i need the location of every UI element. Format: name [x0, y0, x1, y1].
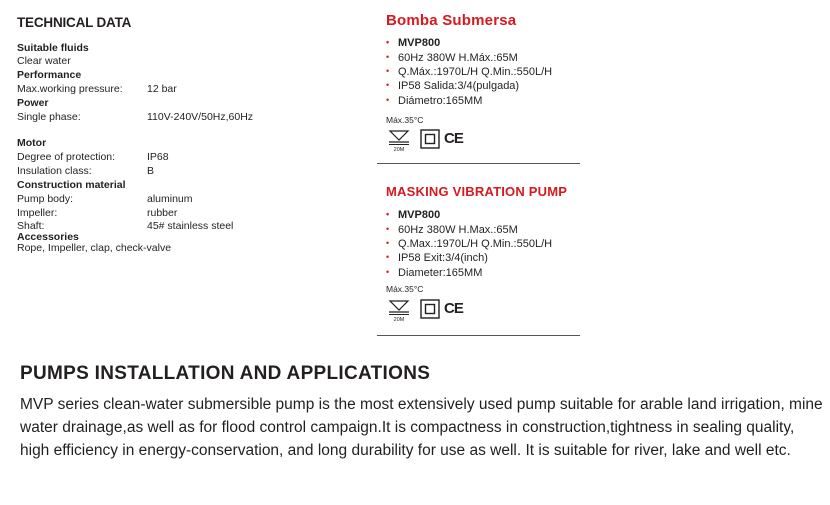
spanish-item-diameter: • Diámetro:165MM: [386, 95, 483, 107]
impeller-value: rubber: [147, 207, 178, 219]
single-phase-value: 110V-240V/50Hz,60Hz: [147, 111, 254, 123]
ce-mark-icon: CE: [444, 130, 463, 147]
max-pressure-value: 12 bar: [147, 83, 177, 95]
protection-value: IP68: [147, 151, 169, 163]
spanish-item-flow: • Q.Máx.:1970L/H Q.Min.:550L/H: [386, 66, 553, 78]
english-item-model: • MVP800: [386, 209, 441, 221]
shaft-label: Shaft:: [17, 220, 45, 232]
shaft-value: 45# stainless steel: [147, 220, 234, 232]
pump-body-label: Pump body:: [17, 193, 74, 205]
impeller-label: Impeller:: [17, 207, 58, 219]
spanish-item-model: • MVP800: [386, 37, 441, 49]
depth-label: 20M: [393, 147, 405, 153]
divider-2: [377, 335, 580, 336]
performance-label: Performance: [17, 69, 82, 81]
max-pressure-label: Max.working pressure:: [17, 83, 123, 95]
divider-1: [377, 163, 580, 164]
accessories-label: Accessories: [17, 231, 79, 243]
accessories-value: Rope, Impeller, clap, check-valve: [17, 242, 172, 254]
spanish-item-outlet: • IP58 Salida:3/4(pulgada): [386, 80, 520, 92]
technical-data-title: TECHNICAL DATA: [17, 15, 132, 30]
english-item-outlet: • IP58 Exit:3/4(inch): [386, 252, 488, 264]
english-item-flow: • Q.Max.:1970L/H Q.Min.:550L/H: [386, 238, 553, 250]
english-max-temp: Máx.35°C: [386, 284, 424, 294]
motor-label: Motor: [17, 137, 47, 149]
suitable-fluids-label: Suitable fluids: [17, 42, 89, 54]
double-insulation-icon: [420, 299, 440, 319]
protection-label: Degree of protection:: [17, 151, 116, 163]
english-title: MASKING VIBRATION PUMP: [386, 184, 568, 199]
spanish-max-temp: Máx.35°C: [386, 115, 424, 125]
depth-label: 20M: [393, 317, 405, 323]
insulation-value: B: [147, 165, 155, 177]
applications-title: PUMPS INSTALLATION AND APPLICATIONS: [20, 363, 431, 384]
spanish-item-power: • 60Hz 380W H.Máx.:65M: [386, 52, 518, 64]
english-item-power: • 60Hz 380W H.Max.:65M: [386, 224, 518, 236]
spanish-title: Bomba Submersa: [386, 12, 517, 29]
construction-label: Construction material: [17, 179, 126, 191]
applications-text: MVP series clean-water submersible pump is the most extensively used pump suitable for arable land irrigation, mine water drainage,as well as for flood control campaign.It is compactness in construction,tightness in sealing quality, high efficiency in energy-conservation, and long durability for use as well. It is suitable for river, lake and well etc.: [20, 396, 823, 459]
pump-body-value: aluminum: [147, 193, 193, 205]
double-insulation-icon: [420, 129, 440, 149]
suitable-fluids-value: Clear water: [17, 55, 71, 67]
single-phase-label: Single phase:: [17, 111, 81, 123]
submersion-depth-icon: [388, 299, 410, 323]
submersion-depth-icon: [388, 129, 410, 153]
ce-mark-icon: CE: [444, 300, 463, 317]
insulation-label: Insulation class:: [17, 165, 92, 177]
power-label: Power: [17, 97, 49, 109]
english-item-diameter: • Diameter:165MM: [386, 267, 483, 279]
